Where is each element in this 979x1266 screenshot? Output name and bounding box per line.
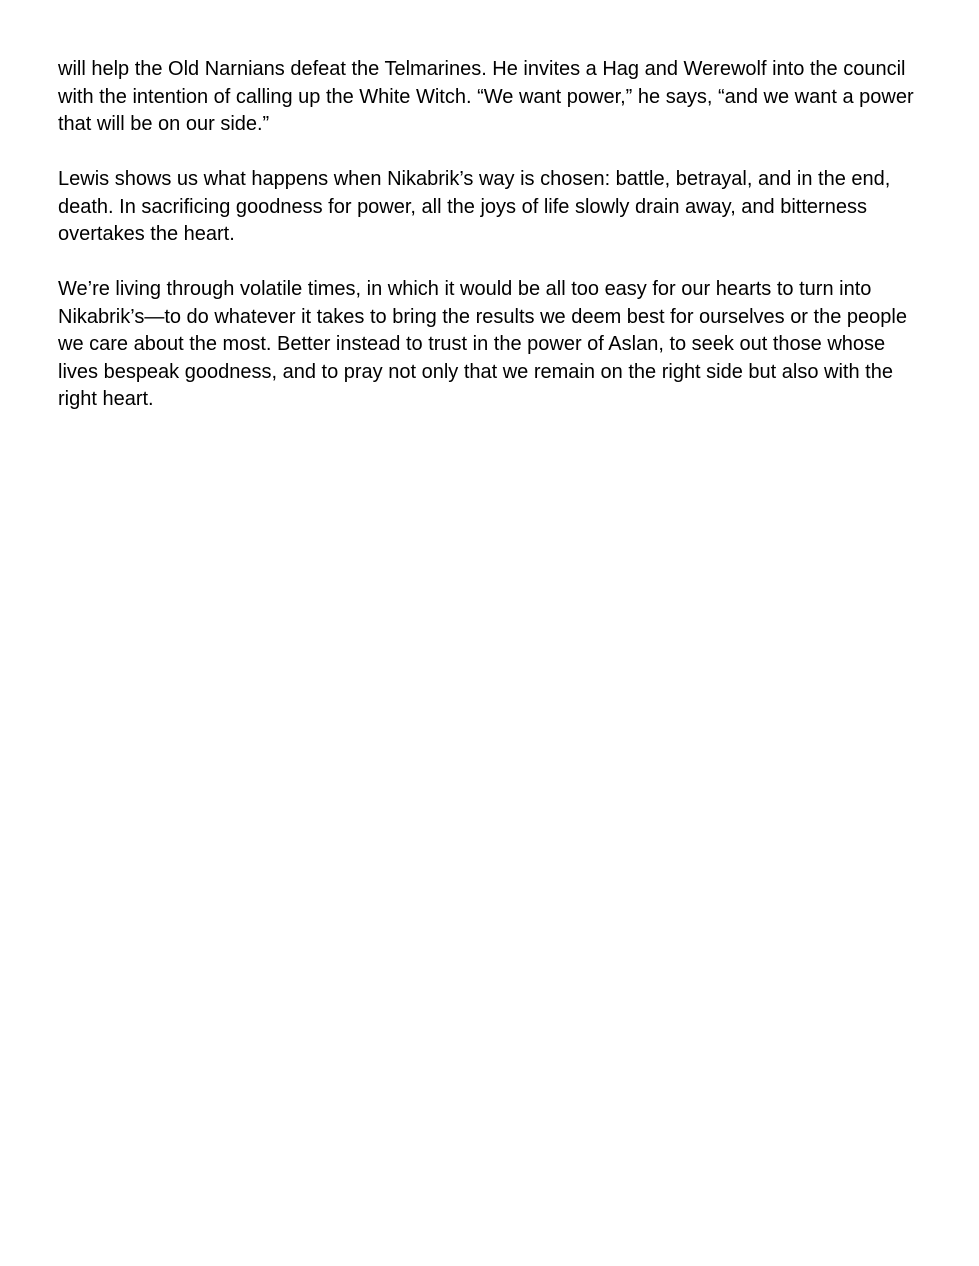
paragraph-2: Lewis shows us what happens when Nikabrik’s way is chosen: battle, betrayal, and in the end, death. In sacrificing goodness for power, all the joys of life slowly drain away, and bitterness overtakes the heart. [58,168,891,245]
paragraph-1: will help the Old Narnians defeat the Telmarines. He invites a Hag and Werewolf into the council with the intention of calling up the White Witch. “We want power,” he says, “and we want a power that will be on our side.” [58,58,914,135]
paragraph-3: We’re living through volatile times, in which it would be all too easy for our hearts to turn into Nikabrik’s—to do whatever it takes to bring the results we deem best for ourselves or the people we care about the most. Better instead to trust in the power of Aslan, to seek out those whose lives bespeak goodness, and to pray not only that we remain on the right side but also with the right heart. [58,278,907,410]
document-page [58,56,928,441]
